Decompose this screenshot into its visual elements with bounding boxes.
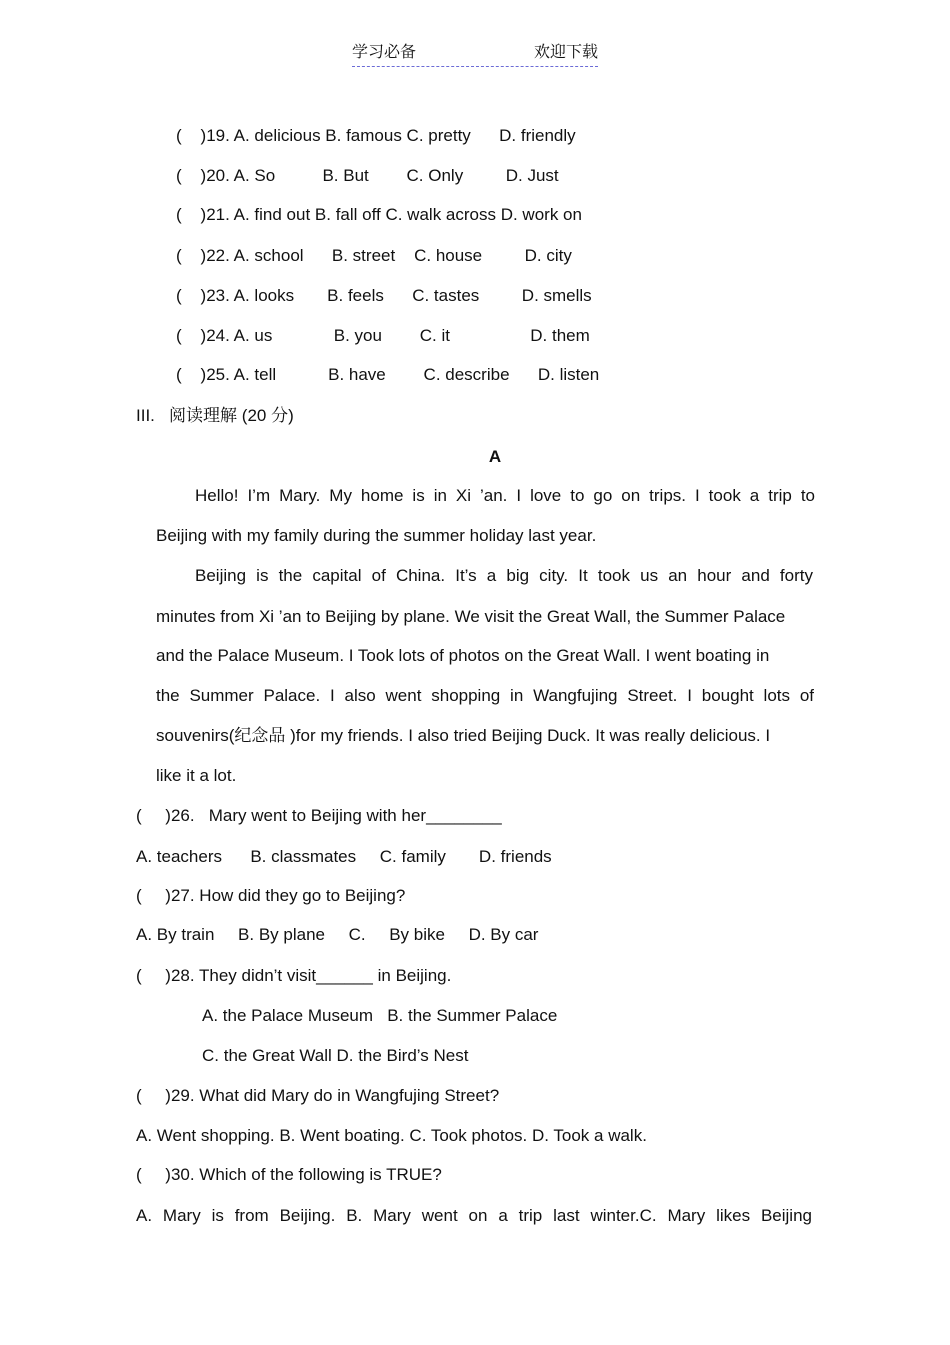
question-28-text: ( )28. They didn’t visit [136, 966, 317, 985]
question-29: ( )29. What did Mary do in Wangfujing Street? [136, 1086, 500, 1105]
cloze-question-25: ( )25. A. tell B. have C. describe D. listen [176, 365, 600, 384]
passage-line: the Summer Palace. I also went shopping in Wangfujing Street. I bought lots of [156, 686, 814, 705]
question-27: ( )27. How did they go to Beijing? [136, 886, 406, 905]
page-header [352, 42, 598, 67]
question-29-options: A. Went shopping. B. Went boating. C. Took photos. D. Took a walk. [136, 1126, 647, 1145]
question-26 [136, 806, 502, 826]
question-26-text: ( )26. Mary went to Beijing with her [136, 806, 427, 825]
cloze-question-21: ( )21. A. find out B. fall off C. walk across D. work on [176, 205, 582, 224]
answer-blank: ________ [426, 806, 502, 825]
answer-blank: ______ [316, 966, 373, 985]
question-28-text-end: in Beijing. [372, 966, 452, 985]
cloze-question-22: ( )22. A. school B. street C. house D. city [176, 246, 572, 265]
question-30-options: A. Mary is from Beijing. B. Mary went on a trip last winter.C. Mary likes Beijing [136, 1206, 812, 1225]
question-28-options-line-1: A. the Palace Museum B. the Summer Palace [202, 1006, 558, 1025]
passage-line: and the Palace Museum. I Took lots of photos on the Great Wall. I went boating in [156, 646, 770, 665]
passage-line: like it a lot. [156, 766, 237, 785]
question-28 [136, 966, 451, 986]
passage-line: Beijing is the capital of China. It’s a big city. It took us an hour and forty [195, 566, 813, 585]
cloze-question-19: ( )19. A. delicious B. famous C. pretty D. friendly [176, 126, 576, 145]
question-30: ( )30. Which of the following is TRUE? [136, 1165, 442, 1184]
passage-line: souvenirs(纪念品 )for my friends. I also tried Beijing Duck. It was really delicious. I [156, 726, 771, 745]
passage-line: minutes from Xi ’an to Beijing by plane. We visit the Great Wall, the Summer Palace [156, 607, 786, 626]
header-right: 欢迎下载 [533, 42, 598, 61]
cloze-question-24: ( )24. A. us B. you C. it D. them [176, 326, 590, 345]
passage-line: Beijing with my family during the summer holiday last year. [156, 526, 597, 545]
cloze-question-20: ( )20. A. So B. But C. Only D. Just [176, 166, 559, 185]
question-26-options: A. teachers B. classmates C. family D. friends [136, 847, 552, 866]
section-heading: III. 阅读理解 (20 分) [136, 406, 294, 425]
header-left: 学习必备 [352, 42, 417, 61]
question-28-options-line-2: C. the Great Wall D. the Bird’s Nest [202, 1046, 469, 1065]
passage-line: Hello! I’m Mary. My home is in Xi ’an. I love to go on trips. I took a trip to [195, 486, 815, 505]
cloze-question-23: ( )23. A. looks B. feels C. tastes D. smells [176, 286, 592, 305]
question-27-options: A. By train B. By plane C. By bike D. By car [136, 925, 539, 944]
passage-title: A [488, 447, 502, 466]
